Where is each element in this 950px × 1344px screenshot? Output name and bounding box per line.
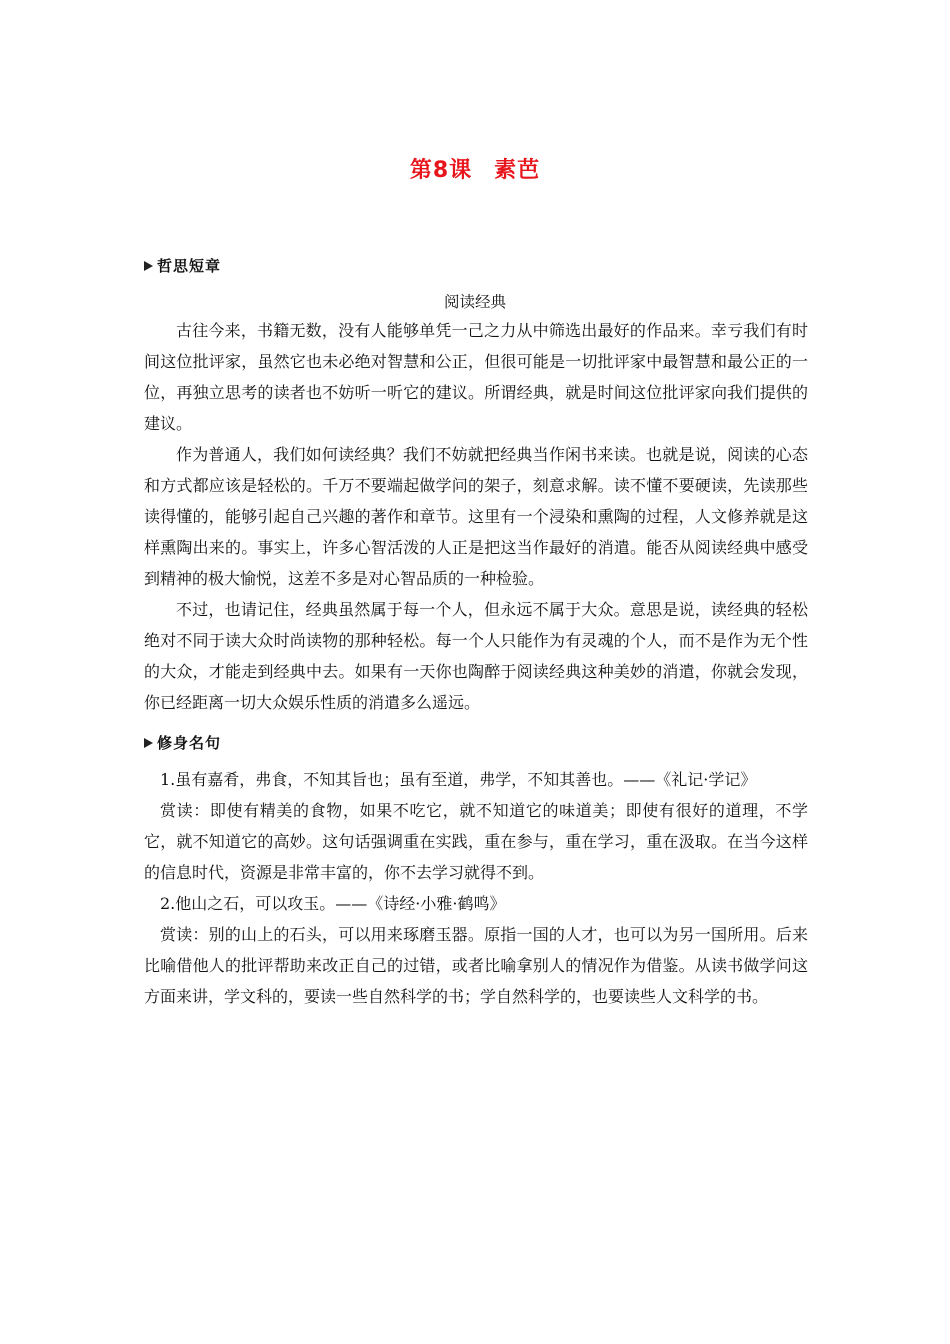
article-paragraph-3: 不过，也请记住，经典虽然属于每一个人，但永远不属于大众。意思是说，读经典的轻松绝对不同于读大众时尚读物的那种轻松。每一个人只能作为有灵魂的个人，而不是作为无个性的大众，才能走到经典中去。如果有一天你也陶醉于阅读经典这种美妙的消遣，你就会发现，你已经距离一切大众娱乐性质的消遣多么遥远。 <box>144 600 808 712</box>
lesson-title <box>0 156 950 186</box>
lesson-number: 第8课 <box>409 158 473 183</box>
essay-heading-label: 哲思短章 <box>157 257 222 275</box>
quote-1-appreciation: 赏读：即使有精美的食物，如果不吃它，就不知道它的味道美；即使有很好的道理，不学它，就不知道它的高妙。这句话强调重在实践，重在参与，重在学习，重在汲取。在当今这样的信息时代，资源是非常丰富的，你不去学习就得不到。 <box>144 801 808 882</box>
article-body <box>144 315 808 718</box>
triangle-bullet-icon <box>144 261 153 271</box>
triangle-bullet-icon <box>144 738 153 748</box>
quote-2-appreciation: 赏读：别的山上的石头，可以用来琢磨玉器。原指一国的人才，也可以为另一国所用。后来比喻借他人的批评帮助来改正自己的过错，或者比喻拿别人的情况作为借鉴。从读书做学问这方面来讲，学文科的，要读一些自然科学的书；学自然科学的，也要读些人文科学的书。 <box>144 925 808 1006</box>
quote-1-text: 1.虽有嘉肴，弗食，不知其旨也；虽有至道，弗学，不知其善也。——《礼记·学记》 <box>160 770 757 789</box>
quotes-body <box>144 764 808 1012</box>
article-paragraph-2: 作为普通人，我们如何读经典？我们不妨就把经典当作闲书来读。也就是说，阅读的心态和方式都应该是轻松的。千万不要端起做学问的架子，刻意求解。读不懂不要硬读，先读那些读得懂的，能够引起自己兴趣的著作和章节。这里有一个浸染和熏陶的过程，人文修养就是这样熏陶出来的。事实上，许多心智活泼的人正是把这当作最好的消遣。能否从阅读经典中感受到精神的极大愉悦，这差不多是对心智品质的一种检验。 <box>144 445 808 588</box>
quotes-heading-label: 修身名句 <box>157 734 222 752</box>
lesson-name: 素芭 <box>494 158 541 183</box>
quotes-section-heading <box>144 733 221 753</box>
essay-section-heading <box>144 256 221 276</box>
article-paragraph-1: 古往今来，书籍无数，没有人能够单凭一己之力从中筛选出最好的作品来。幸亏我们有时间这位批评家，虽然它也未必绝对智慧和公正，但很可能是一切批评家中最智慧和最公正的一位，再独立思考的读者也不妨听一听它的建议。所谓经典，就是时间这位批评家向我们提供的建议。 <box>144 321 808 433</box>
quote-2-text: 2.他山之石，可以攻玉。——《诗经·小雅·鹤鸣》 <box>160 894 506 913</box>
article-title: 阅读经典 <box>443 293 506 311</box>
